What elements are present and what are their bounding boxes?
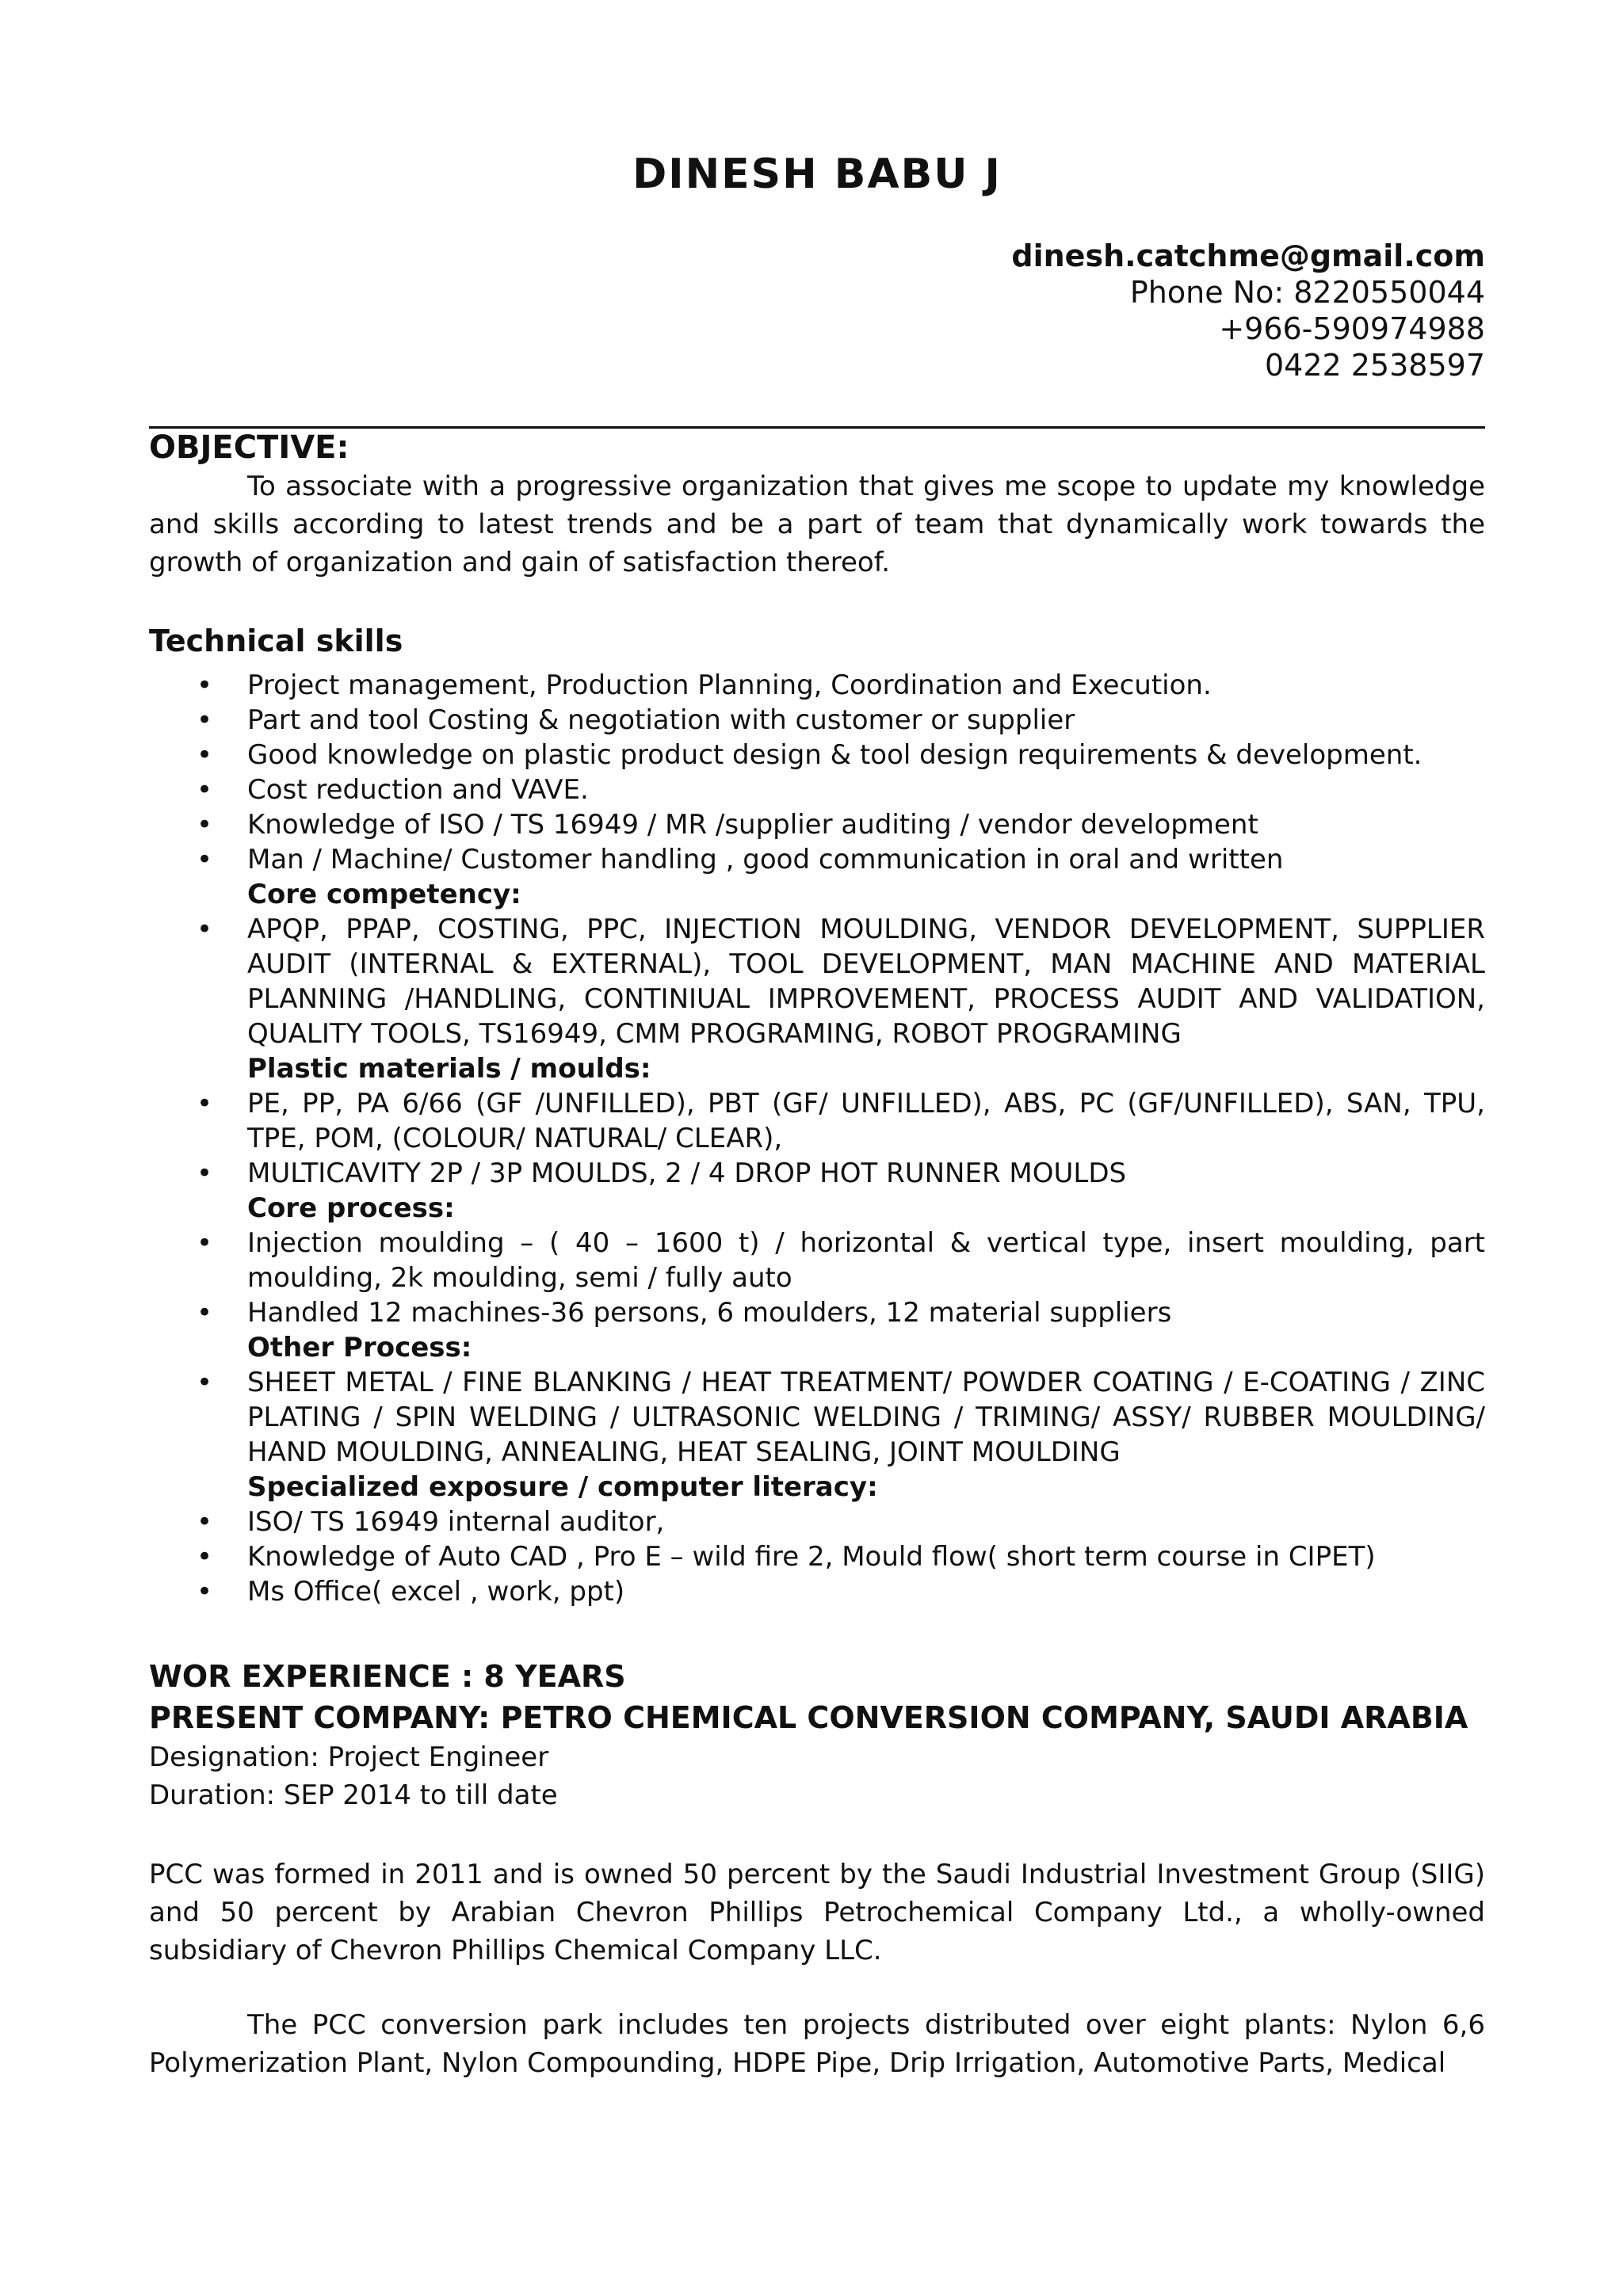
objective-section [149,428,1485,582]
skill-subheading: Specialized exposure / computer literacy: [247,1471,878,1503]
experience-section [149,1656,1485,2082]
objective-text: To associate with a progressive organization that gives me scope to update my knowledge and skills according to latest trends and be a part of team that dynamically work towards the growth of organization and gain of satisfaction thereof. [149,471,1485,578]
candidate-name: DINESH BABU J [632,151,1002,198]
skill-bullet-item: • PE, PP, PA 6/66 (GF /UNFILLED), PBT (GF/ UNFILLED), ABS, PC (GF/UNFILLED), SAN, TPU, TPE, POM, (COLOUR/ NATURAL/ CLEAR), [149,1086,1485,1156]
skill-bullet-item: • Good knowledge on plastic product design & tool design requirements & development. [149,738,1485,772]
skill-bullet-item: • Man / Machine/ Customer handling , good communication in oral and written [149,842,1485,877]
skill-subheading: Core process: [247,1192,455,1224]
contact-block [1011,238,1485,383]
present-company: PRESENT COMPANY: PETRO CHEMICAL CONVERSION COMPANY, SAUDI ARABIA [149,1700,1468,1735]
technical-skills-list [149,668,1485,1609]
skill-bullet-item: • Part and tool Costing & negotiation with customer or supplier [149,703,1485,738]
skill-bullet-item: • APQP, PPAP, COSTING, PPC, INJECTION MOULDING, VENDOR DEVELOPMENT, SUPPLIER AUDIT (INTERNAL & EXTERNAL), TOOL DEVELOPMENT, MAN MACHINE AND MATERIAL PLANNING /HANDLING, CONTINIUAL IMPROVEMENT, PROCESS AUDIT AND VALIDATION, QUALITY TOOLS, TS16949, CMM PROGRAMING, ROBOT PROGRAMING [149,912,1485,1051]
conversion-park-description: The PCC conversion park includes ten projects distributed over eight plants: Nylon 6,6 Polymerization Plant, Nylon Compounding, HDPE Pipe, Drip Irrigation, Automotive Parts, Medical [149,2009,1485,2079]
objective-heading: OBJECTIVE: [149,429,349,466]
skill-bullet-item: • SHEET METAL / FINE BLANKING / HEAT TREATMENT/ POWDER COATING / E-COATING / ZINC PLATING / SPIN WELDING / ULTRASONIC WELDING / TRIMING/ ASSY/ RUBBER MOULDING/ HAND MOULDING, ANNEALING, HEAT SEALING, JOINT MOULDING [149,1365,1485,1470]
phone-landline: 0422 2538597 [1264,348,1485,383]
duration: Duration: SEP 2014 to till date [149,1779,558,1811]
company-description: PCC was formed in 2011 and is owned 50 percent by the Saudi Industrial Investment Group (SIIG) and 50 percent by Arabian Chevron Phillips Petrochemical Company Ltd., a wholly-owned subsidiary of Chevron Phillips Chemical Company LLC. [149,1859,1485,1966]
skill-subheading: Other Process: [247,1332,472,1363]
skill-bullet-item: • Project management, Production Planning, Coordination and Execution. [149,668,1485,703]
phone-secondary: +966-590974988 [1219,311,1485,346]
technical-skills-heading: Technical skills [149,624,403,658]
skill-bullet-item: • ISO/ TS 16949 internal auditor, [149,1505,1485,1539]
email-address: dinesh.catchme@gmail.com [1011,238,1485,273]
skill-subheading: Plastic materials / moulds: [247,1053,651,1085]
technical-skills-section [149,622,1485,1609]
skill-bullet-item: • Knowledge of Auto CAD , Pro E – wild fire 2, Mould flow( short term course in CIPET) [149,1539,1485,1574]
skill-bullet-item: • Handled 12 machines-36 persons, 6 moulders, 12 material suppliers [149,1295,1485,1330]
experience-heading: WOR EXPERIENCE : 8 YEARS [149,1659,626,1694]
skill-subheading: Core competency: [247,879,521,910]
skill-bullet-item: • Cost reduction and VAVE. [149,772,1485,807]
designation: Designation: Project Engineer [149,1741,549,1773]
skill-bullet-item: • Ms Office( excel , work, ppt) [149,1574,1485,1609]
skill-bullet-item: • MULTICAVITY 2P / 3P MOULDS, 2 / 4 DROP HOT RUNNER MOULDS [149,1156,1485,1191]
skill-bullet-item: • Knowledge of ISO / TS 16949 / MR /supplier auditing / vendor development [149,807,1485,842]
phone-primary: Phone No: 8220550044 [1129,275,1485,310]
skill-bullet-item: • Injection moulding – ( 40 – 1600 t) / horizontal & vertical type, insert moulding, part moulding, 2k moulding, semi / fully auto [149,1226,1485,1295]
